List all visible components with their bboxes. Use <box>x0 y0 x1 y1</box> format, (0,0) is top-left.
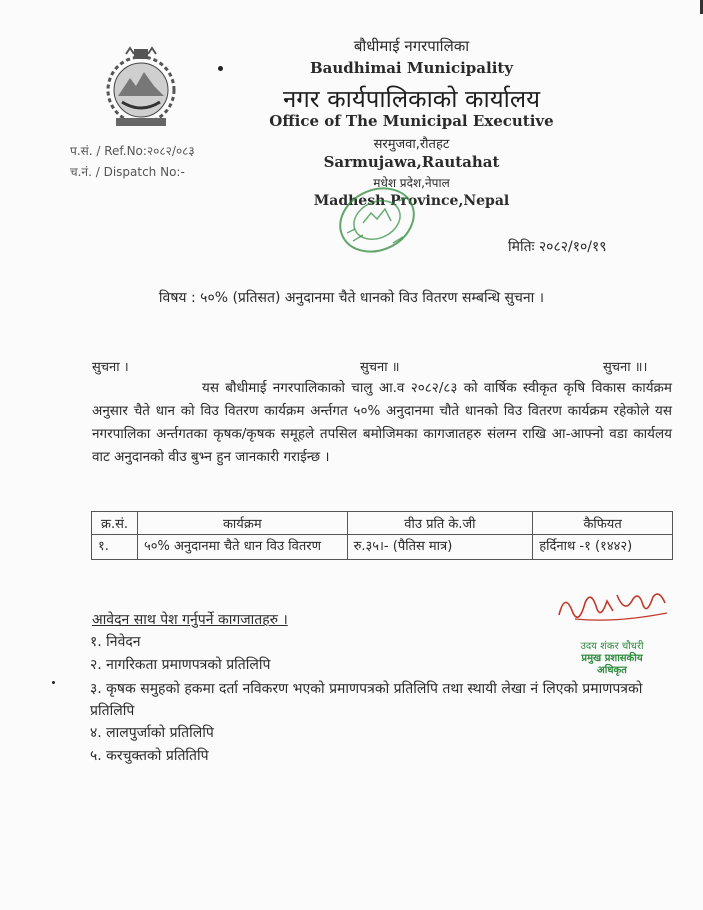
table-header: क्र.सं. <box>92 512 138 535</box>
notice-heading-right: सुचना ॥। <box>603 360 648 375</box>
table-header-row <box>92 512 673 535</box>
table-cell: हर्दिनाथ -१ (१४४२) <box>533 535 673 560</box>
ink-dot <box>52 681 55 684</box>
letter-date: मितिः २०८२/१०/१९ <box>508 239 607 255</box>
subject-line: विषय : ५०% (प्रतिसत) अनुदानमा चैते धानको विउ वितरण सम्बन्धि सुचना । <box>158 290 545 306</box>
office-name-en: Office of The Municipal Executive <box>269 112 554 130</box>
documents-title: आवेदन साथ पेश गर्नुपर्ने कागजातहरु । <box>92 612 288 628</box>
distribution-table <box>91 511 673 560</box>
signature-scrawl-icon <box>555 585 675 627</box>
notice-heading-left: सुचना । <box>92 360 129 375</box>
province-en: Madhesh Province,Nepal <box>313 193 510 209</box>
address-np: सरमुजवा,रौतहट <box>373 137 450 152</box>
document-item: ५. करचुक्तको प्रतितिपि <box>90 748 209 764</box>
signatory-name: उदय शंकर चौधरी <box>580 641 644 652</box>
dispatch-number: च.नं. / Dispatch No:- <box>70 165 185 179</box>
office-stamp-icon <box>333 183 421 257</box>
address-en: Sarmujawa,Rautahat <box>323 153 500 171</box>
reference-number: प.सं. / Ref.No:२०८२/०८३ <box>70 144 195 158</box>
table-header: कार्यक्रम <box>137 512 347 535</box>
signatory-title: प्रमुख प्रशासकीय अधिकृत <box>581 653 643 676</box>
notice-heading-center: सुचना ॥ <box>360 360 400 375</box>
document-item: २. नागरिकता प्रमाणपत्रको प्रतिलिपि <box>90 657 271 673</box>
document-item: ३. कृषक समुहको हकमा दर्ता नविकरण भएको प्रमाणपत्रको प्रतिलिपि तथा स्थायी लेखा नं लिएको प्रमाणपत्रको प्रतिलिपि <box>90 681 643 719</box>
table-header: कैफियत <box>533 512 673 535</box>
province-np: मधेश प्रदेश,नेपाल <box>373 176 450 190</box>
municipality-name-np: बौधीमाई नगरपालिका <box>353 37 470 55</box>
table-cell: ५०% अनुदानमा चैते धान विउ वितरण <box>137 535 347 560</box>
table-header: वीउ प्रति के.जी <box>347 512 533 535</box>
office-name-np: नगर कार्यपालिकाको कार्यालय <box>282 85 541 113</box>
document-item: १. निवेदन <box>90 634 141 650</box>
signatory-block <box>566 641 658 677</box>
table-cell: रु.३५।- (पैतिस मात्र) <box>347 535 533 560</box>
municipality-name-en: Baudhimai Municipality <box>309 59 514 77</box>
notice-body: यस बौधीमाई नगरपालिकाको चालु आ.व २०८२/८३ को वार्षिक स्वीकृत कृषि विकास कार्यक्रम अनुसार चैते धान को विउ वितरण कार्यक्रम अर्न्तगत ५०% अनुदानमा चौते धानको विउ वितरण कार्यक्रम रहेकोले यस नगरपालिका अर्न्तगतका कृषक/कृषक समूहले तपसिल बमोजिमका कागजातहरु संलग्न राखि आ-आफ्नो वडा कार्यलय वाट अनुदानको वीउ बुभ्न हुन जानकारी गराईन्छ । <box>92 380 672 465</box>
document-item: ४. लालपुर्जाको प्रतिलिपि <box>90 725 214 741</box>
table-cell: १. <box>92 535 138 560</box>
table-row <box>92 535 673 560</box>
